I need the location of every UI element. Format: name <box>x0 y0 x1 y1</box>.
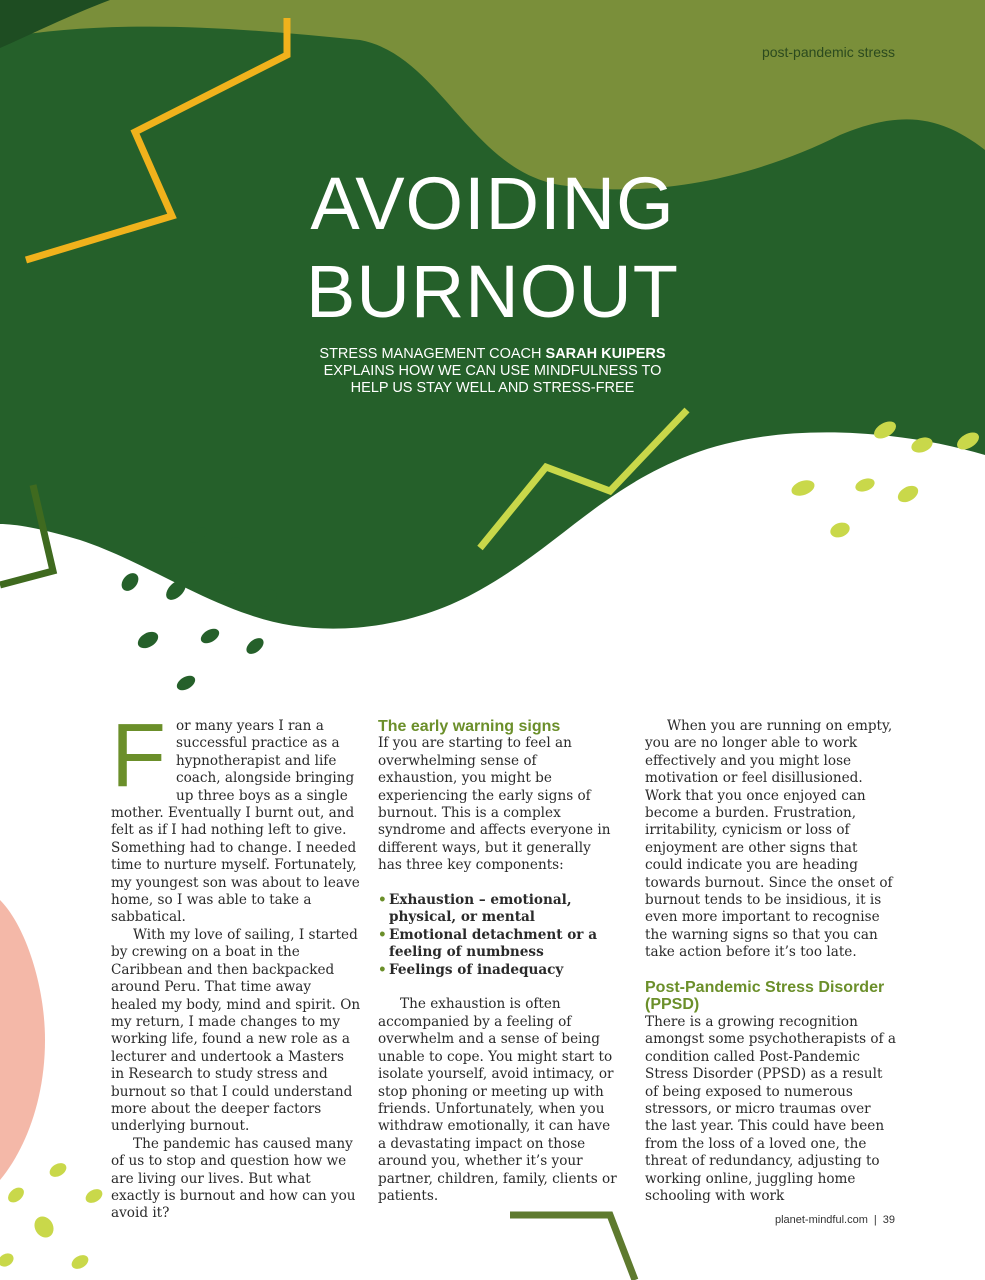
column-1 <box>111 706 361 1223</box>
paragraph: The exhaustion is often accompanied by a feeling of overwhelm and a sense of being unable to cope. You might start to isolate yourself, avoid intimacy, or stop phoning or meeting up with friends. Unfortunately, when you withdraw emotionally, it can have a devastating impact on those around you, whether it’s your partner, children, family, clients or patients. <box>378 996 617 1204</box>
bullet-item: • Emotional detachment or a feeling of numbness <box>378 927 618 962</box>
standfirst-prefix: STRESS MANAGEMENT COACH <box>319 346 546 362</box>
author-name: SARAH KUIPERS <box>545 346 666 362</box>
paragraph: If you are starting to feel an overwhelming sense of exhaustion, you might be experiencing the early signs of burnout. This is a complex syndrome and affects everyone in different ways, but it generally has three key components: <box>378 735 611 874</box>
paragraph: With my love of sailing, I started by crewing on a boat in the Caribbean and then backpacked around Peru. That time away healed my body, mind and spirit. On my return, I made changes to my working life, found a new role as a lecturer and undertook a Masters in Research to study stress and burnout so that I could understand more about the deeper factors underlying burnout. <box>111 926 361 1135</box>
column-2 <box>378 718 618 1205</box>
title-line-2: BURNOUT <box>306 250 679 333</box>
bullet-item: • Exhaustion – emotional, physical, or mental <box>378 892 618 927</box>
paragraph: When you are running on empty, you are no longer able to work effectively and you might lose motivation or feel disillusioned. Work that you once enjoyed can become a burden. Frustration, irritability, cynicism or loss of enjoyment are other signs that could indicate you are heading towards burnout. Since the onset of burnout tends to be insidious, it is even more important to recognise the warning signs so that you can take action before it’s too late. <box>645 718 893 961</box>
page-number: 39 <box>882 1214 895 1226</box>
paragraph: or many years I ran a successful practice as a hypnotherapist and life coach, alongside bringing up three boys as a single mother. Eventually I burnt out, and felt as if I had nothing left to give. Something had to change. I needed time to nurture myself. Fortunately, my youngest son was about to leave home, so I was able to take a sabbatical. <box>111 718 360 926</box>
bottom-zigzag <box>510 1215 635 1280</box>
website-url: planet-mindful.com <box>774 1214 868 1226</box>
standfirst-line-3: HELP US STAY WELL AND STRESS-FREE <box>350 380 635 396</box>
section-tag: post-pandemic stress <box>761 44 895 60</box>
section-heading: The early warning signs <box>378 718 561 735</box>
footer-separator: | <box>873 1214 877 1226</box>
article-title <box>0 160 985 336</box>
bullet-list <box>378 892 618 979</box>
pink-shape <box>0 900 45 1180</box>
page-footer <box>775 1214 895 1226</box>
standfirst-line-1 <box>0 346 985 363</box>
column-3 <box>645 718 897 1205</box>
standfirst-line-2: EXPLAINS HOW WE CAN USE MINDFULNESS TO <box>323 363 662 379</box>
section-heading: Post-Pandemic Stress Disorder (PPSD) <box>645 979 885 1014</box>
bullet-item: • Feelings of inadequacy <box>378 962 618 979</box>
title-line-1: AVOIDING <box>310 162 675 245</box>
drop-cap: F <box>111 706 166 806</box>
lime-dots-bottom <box>0 1160 105 1271</box>
paragraph: There is a growing recognition amongst some psychotherapists of a condition called Post-Pandemic Stress Disorder (PPSD) as a result of being exposed to numerous stressors, or micro traumas over the last year. This could have been from the loss of a loved one, the threat of redundancy, adjusting to working online, juggling home schooling with work <box>645 1013 897 1204</box>
article-standfirst <box>0 346 985 397</box>
paragraph: The pandemic has caused many of us to stop and question how we are living our lives. But what exactly is burnout and how can you avoid it? <box>111 1135 356 1222</box>
